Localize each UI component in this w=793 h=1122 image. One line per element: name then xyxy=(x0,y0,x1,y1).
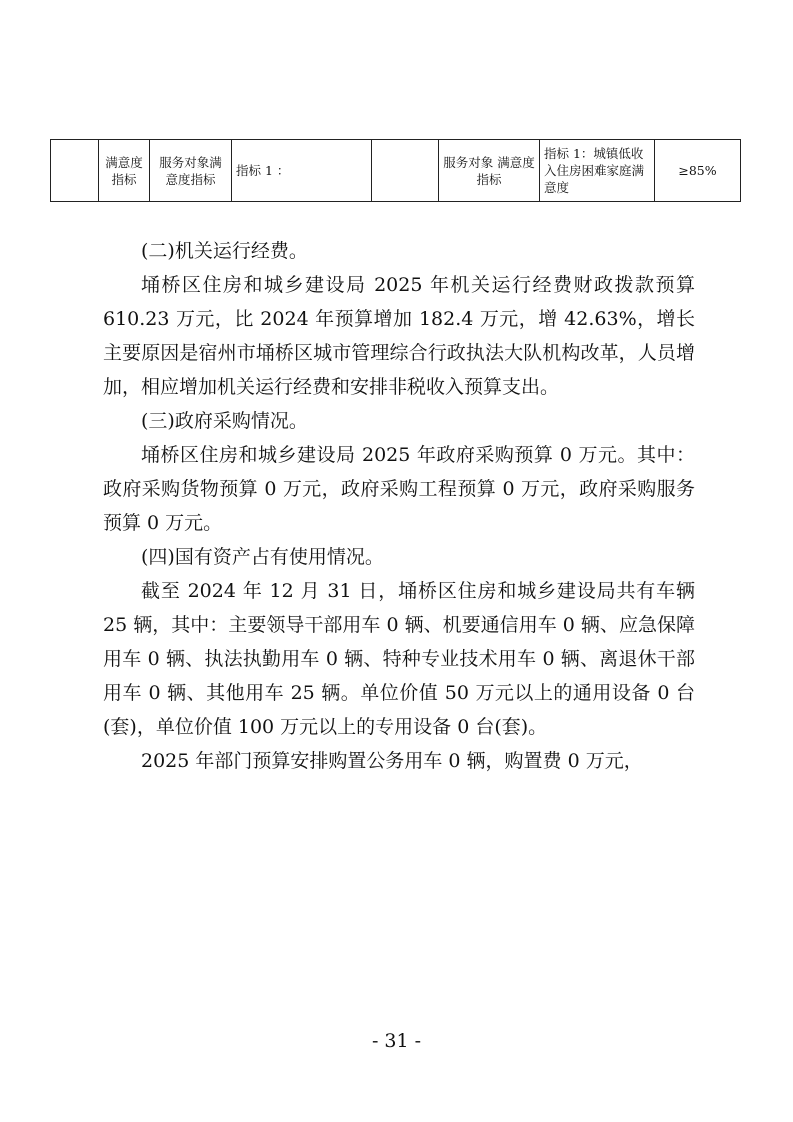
page-number: - 31 - xyxy=(371,1030,422,1052)
table-row xyxy=(51,140,741,202)
performance-indicator-table xyxy=(50,139,740,202)
section-heading-state-assets: (四)国有资产占有使用情况。 xyxy=(141,546,384,568)
paragraph-procurement: 埇桥区住房和城乡建设局 2025 年政府采购预算 0 万元。其中：政府采购货物预算 0 万元，政府采购工程预算 0 万元，政府采购服务预算 0 万元。 xyxy=(103,444,695,534)
paragraph-vehicle-purchase: 2025 年部门预算安排购置公务用车 0 辆，购置费 0 万元， xyxy=(141,750,643,772)
table-cell-category xyxy=(51,140,99,202)
table-cell-level2: 服务对象满意度指标 xyxy=(150,140,232,202)
section-heading-procurement: (三)政府采购情况。 xyxy=(141,410,308,432)
table-cell-indicator-name: 指标 1 ： xyxy=(232,140,372,202)
paragraph-operating-funds: 埇桥区住房和城乡建设局 2025 年机关运行经费财政拨款预算 610.23 万元，比 2024 年预算增加 182.4 万元，增 42.63%，增长主要原因是宿州市埇桥区城市管理综合行政执法大队机构改革，人员增加，相应增加机关运行经费和安排非税收入预算支出。 xyxy=(103,274,695,398)
table-cell-target-indicator: 指标 1：城镇低收入住房困难家庭满意度 xyxy=(540,140,655,202)
table-cell-level1: 满意度指标 xyxy=(99,140,150,202)
table-cell-target-value: ≥85% xyxy=(655,140,741,202)
indicator-table xyxy=(50,139,741,202)
table-cell-target-level2: 服务对象 满意度指标 xyxy=(439,140,540,202)
table-cell-value xyxy=(372,140,439,202)
document-body xyxy=(103,234,695,778)
section-heading-operating-funds: (二)机关运行经费。 xyxy=(141,240,308,262)
paragraph-state-assets: 截至 2024 年 12 月 31 日，埇桥区住房和城乡建设局共有车辆 25 辆，其中：主要领导干部用车 0 辆、机要通信用车 0 辆、应急保障用车 0 辆、执法执勤用车 0 辆、特种专业技术用车 0 辆、离退休干部用车 0 辆、其他用车 25 辆。单位价值 50 万元以上的通用设备 0 台(套)，单位价值 100 万元以上的专用设备 0 台(套)。 xyxy=(103,580,695,738)
